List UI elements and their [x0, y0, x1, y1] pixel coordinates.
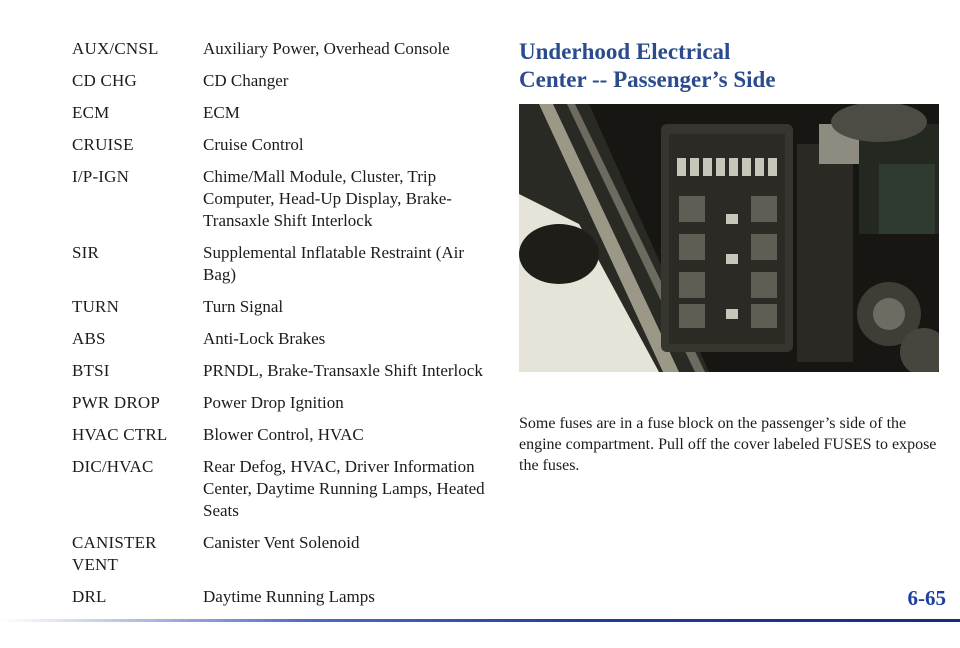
- fuse-description: ECM: [203, 103, 240, 122]
- fuse-row: [72, 38, 492, 60]
- fuse-code: ABS: [72, 329, 106, 348]
- footer-rule: [0, 619, 960, 622]
- fuse-description: Supplemental Inflatable Restraint (Air Bag): [203, 243, 465, 284]
- fuse-description: Daytime Running Lamps: [203, 587, 375, 606]
- fuse-row: [72, 102, 492, 124]
- fuse-code: I/P-IGN: [72, 167, 130, 186]
- fuse-code: DRL: [72, 587, 107, 606]
- page-number: 6-65: [907, 586, 946, 610]
- fuse-code: BTSI: [72, 361, 110, 380]
- fuse-description: Chime/Mall Module, Cluster, Trip Computer, Head-Up Display, Brake-Transaxle Shift Interlock: [203, 167, 452, 230]
- fuse-row: [72, 456, 492, 522]
- fuse-row: [72, 532, 492, 576]
- fuse-code: PWR DROP: [72, 393, 161, 412]
- fuse-code: ECM: [72, 103, 110, 122]
- fuse-row: [72, 296, 492, 318]
- fuse-code: CANISTER VENT: [72, 533, 157, 574]
- fuse-code: AUX/CNSL: [72, 39, 159, 58]
- fuse-row: [72, 70, 492, 92]
- fuse-row: [72, 328, 492, 350]
- fuse-row: [72, 166, 492, 232]
- engine-compartment-photo: [519, 104, 939, 372]
- fuse-description: Turn Signal: [203, 297, 284, 316]
- fuse-description: CD Changer: [203, 71, 289, 90]
- fuse-description: PRNDL, Brake-Transaxle Shift Interlock: [203, 361, 483, 380]
- fuse-row: [72, 586, 492, 608]
- section-title: Underhood Electrical Center -- Passenger’s Side: [519, 39, 776, 92]
- fuse-description: Canister Vent Solenoid: [203, 533, 360, 552]
- fuse-description: Cruise Control: [203, 135, 304, 154]
- fuse-code: CRUISE: [72, 135, 134, 154]
- fuse-row: [72, 392, 492, 414]
- fuse-description: Auxiliary Power, Overhead Console: [203, 39, 450, 58]
- fuse-row: [72, 242, 492, 286]
- fuse-description: Power Drop Ignition: [203, 393, 344, 412]
- fuse-code: HVAC CTRL: [72, 425, 168, 444]
- fuse-description: Blower Control, HVAC: [203, 425, 364, 444]
- body-text: Some fuses are in a fuse block on the passenger’s side of the engine compartment. Pull off the cover labeled FUSES to expose the fuses.: [519, 415, 937, 474]
- fuse-description: Anti-Lock Brakes: [203, 329, 326, 348]
- fuse-row: [72, 360, 492, 382]
- fuse-code: SIR: [72, 243, 100, 262]
- fuse-code: DIC/HVAC: [72, 457, 154, 476]
- fuse-code: CD CHG: [72, 71, 137, 90]
- fuse-description: Rear Defog, HVAC, Driver Information Center, Daytime Running Lamps, Heated Seats: [203, 457, 485, 520]
- fuse-table: [72, 38, 492, 618]
- fuse-row: [72, 424, 492, 446]
- fuse-row: [72, 134, 492, 156]
- fuse-code: TURN: [72, 297, 120, 316]
